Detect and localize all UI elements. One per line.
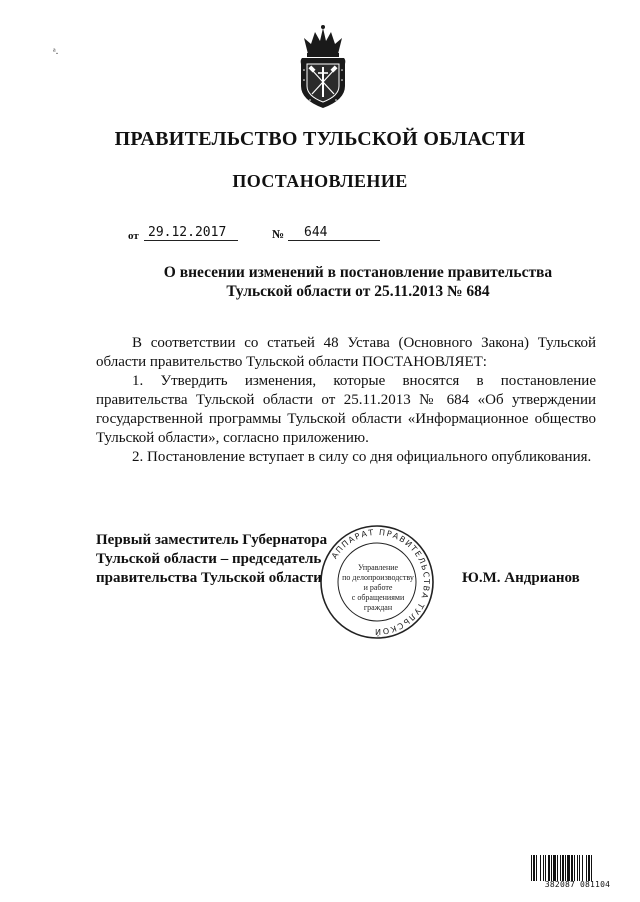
- margin-mark: ᵃ.: [53, 46, 59, 57]
- signer-title-line-1: Первый заместитель Губернатора: [96, 532, 328, 548]
- coat-of-arms-emblem: [296, 24, 350, 110]
- government-title: ПРАВИТЕЛЬСТВО ТУЛЬСКОЙ ОБЛАСТИ: [114, 128, 526, 150]
- number-underline: [288, 240, 380, 241]
- document-subject: [0, 263, 640, 301]
- stamp-line-2: по делопроизводству: [342, 573, 414, 582]
- body-paragraph-1: В соответствии со статьей 48 Устава (Основного Закона) Тульской области правительство Тульской области ПОСТАНОВЛЯЕТ:: [96, 335, 596, 370]
- signer-title-line-2: Тульской области – председатель: [96, 551, 322, 567]
- signer-title: [96, 531, 336, 588]
- document-body: [96, 334, 596, 467]
- stamp-center-text: [336, 563, 420, 613]
- document-number: 644: [304, 225, 328, 240]
- barcode-number: 382087 081104: [544, 880, 611, 889]
- stamp-line-4: с обращениями: [351, 593, 405, 602]
- signer-name: Ю.М. Андрианов: [462, 570, 580, 586]
- number-label: №: [272, 227, 285, 241]
- date-underline: [144, 240, 238, 241]
- subject-line-2: Тульской области от 25.11.2013 № 684: [226, 283, 490, 300]
- document-date: 29.12.2017: [148, 225, 227, 240]
- stamp-line-5: граждан: [363, 603, 393, 612]
- body-paragraph-2: 1. Утвердить изменения, которые вносятся в постановление правительства Тульской области от 25.11.2013 № 684 «Об утверждении государственной программы Тульской области «Информационное общество Тульской области», согласно приложению.: [96, 373, 596, 446]
- stamp-line-1: Управление: [357, 563, 399, 572]
- body-paragraph-3: 2. Постановление вступает в силу со дня официального опубликования.: [132, 449, 592, 465]
- document-type: ПОСТАНОВЛЕНИЕ: [232, 171, 408, 191]
- date-label: от: [128, 230, 139, 242]
- stamp-ring-text: АППАРАТ ПРАВИТЕЛЬСТВА ТУЛЬСКОЙ: [329, 527, 432, 637]
- barcode: [531, 855, 624, 881]
- stamp-line-3: и работе: [363, 583, 393, 592]
- signer-title-line-3: правительства Тульской области: [96, 570, 322, 586]
- subject-line-1: О внесении изменений в постановление правительства: [163, 264, 553, 281]
- dateline: [128, 220, 428, 244]
